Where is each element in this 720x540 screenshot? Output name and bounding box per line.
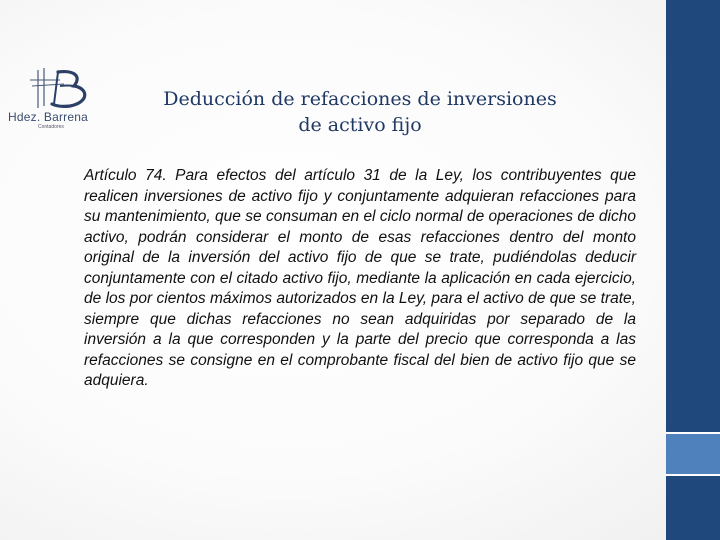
logo-name: Hdez. Barrena [8, 110, 88, 124]
article-body-text: Artículo 74. Para efectos del artículo 31 de la Ley, los contribuyentes que realicen inversiones de activo fijo y conjuntamente adquieran refacciones para su mantenimiento, que se consuman en el ciclo normal de operaciones de dicho activo, podrán considerar el monto de esas refacciones dentro del monto original de la inversión del activo fijo de que se trate, pudiéndolas deducir conjuntamente con el citado activo fijo, mediante la aplicación en cada ejercicio, de los por cientos máximos autorizados en la Ley, para el activo de que se trate, siempre que dichas refacciones no sean adquiridas por separado de la inversión a la que corresponden y la parte del precio que corresponda a las refacciones se consigne en el comprobante fiscal del bien de activo fijo que se adquiera. [84, 167, 636, 389]
sidebar-light-segment [666, 434, 720, 474]
logo-tagline: Contadores [38, 124, 64, 130]
decorative-sidebar [666, 0, 720, 540]
company-logo [8, 66, 108, 128]
sidebar-dark-segment [666, 476, 720, 540]
hb-monogram-icon [8, 66, 108, 114]
slide-title: Deducción de refacciones de inversiones de activo fijo [163, 88, 557, 136]
sidebar-dark-segment [666, 0, 720, 432]
